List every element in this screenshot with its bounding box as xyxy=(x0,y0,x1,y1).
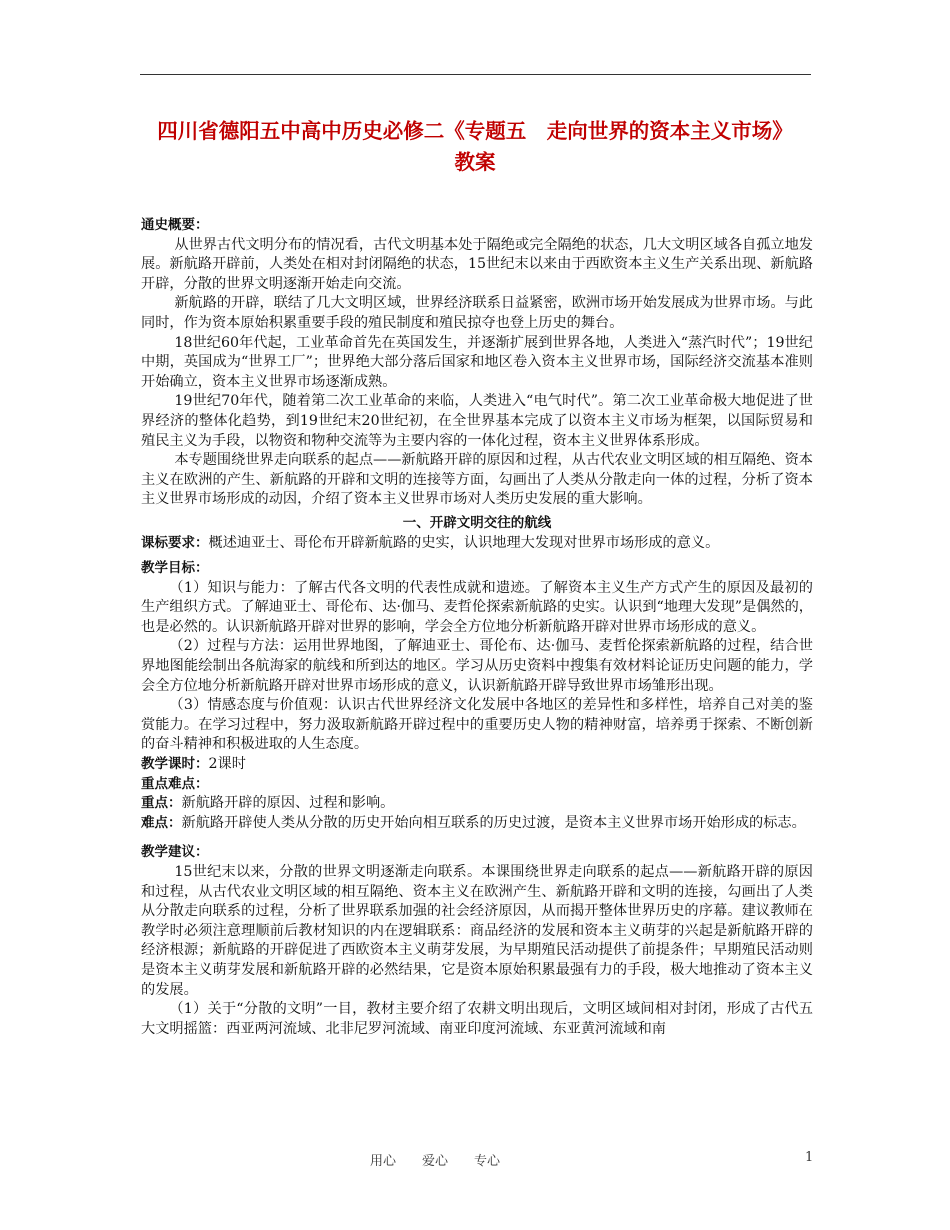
footer-motto: 用心 爱心 专心 xyxy=(370,1154,501,1169)
advice-paragraph-1: 15世纪末以来，分散的世界文明逐渐走向联系。本课围绕世界走向联系的起点——新航路开辟的原因和过程，从古代农业文明区域的相互隔绝、资本主义在欧洲产生、新航路开辟和文明的连接，勾画出了人类从分散走向联系的过程，分析了世界联系加强的社会经济原因，从而揭开整体世界历史的序幕。建议教师在教学时必须注意理顺前后教材知识的内在逻辑联系：商品经济的发展和资本主义萌芽的兴起是新航路开辟的经济根源；新航路的开辟促进了西欧资本主义萌芽发展，为早期殖民活动提供了前提条件；早期殖民活动则是资本主义萌芽发展和新航路开辟的必然结果，它是资本原始积累最强有力的手段，极大地推动了资本主义的发展。 xyxy=(141,864,813,998)
hours-text: 2课时 xyxy=(208,756,246,773)
hours-label: 教学课时： xyxy=(141,756,209,773)
header-rule xyxy=(140,74,811,75)
goal-knowledge: （1）知识与能力：了解古代各文明的代表性成就和遗迹。了解资本主义生产方式产生的原因及最初的生产组织方式。了解迪亚士、哥伦布、达·伽马、麦哲伦探索新航路的史实。认识到“地理大发现”是偶然的，也是必然的。认识新航路开辟对世界的影响，学会全方位地分析新航路开辟对世界市场形成的意义。 xyxy=(141,579,813,635)
overview-paragraph-1: 从世界古代文明分布的情况看，古代文明基本处于隔绝或完全隔绝的状态，几大文明区域各自孤立地发展。新航路开辟前，人类处在相对封闭隔绝的状态，15世纪末以来由于西欧资本主义生产关系出现、新航路开辟，分散的世界文明逐渐开始走向交流。 xyxy=(141,236,813,292)
teaching-advice-label: 教学建议： xyxy=(141,844,209,861)
curriculum-standard xyxy=(141,534,813,554)
difficulty-text: 新航路开辟使人类从分散的历史开始向相互联系的历史过渡，是资本主义世界市场开始形成的标志。 xyxy=(181,814,806,831)
overview-paragraph-5: 本专题围绕世界走向联系的起点——新航路开辟的原因和过程，从古代农业文明区域的相互隔绝、资本主义在欧洲的产生、新航路的开辟和文明的连接等方面，勾画出了人类从分散走向一体的过程，分析了资本主义世界市场形成的动因，介绍了资本主义世界市场对人类历史发展的重大影响。 xyxy=(141,452,813,508)
advice-paragraph-2: （1）关于“分散的文明”一目，教材主要介绍了农耕文明出现后，文明区域间相对封闭，形成了古代五大文明摇篮：西亚两河流域、北非尼罗河流域、南亚印度河流域、东亚黄河流域和南 xyxy=(141,1001,813,1037)
focus-text: 新航路开辟的原因、过程和影响。 xyxy=(181,795,395,812)
focus-label: 重点： xyxy=(141,795,182,812)
title-line-2: 教案 xyxy=(454,150,496,174)
overview-label: 通史概要： xyxy=(141,217,209,233)
overview-paragraph-4: 19世纪70年代，随着第二次工业革命的来临，人类进入“电气时代”。第二次工业革命极大地促进了世界经济的整体化趋势，到19世纪末20世纪初，在全世界基本完成了以资本主义市场为框架，以国际贸易和殖民主义为手段，以物资和物种交流等为主要内容的一体化过程，资本主义世界体系形成。 xyxy=(141,393,813,449)
document-title xyxy=(130,116,820,178)
focus-line xyxy=(141,794,813,814)
goal-attitude: （3）情感态度与价值观：认识古代世界经济文化发展中各地区的差异性和多样性，培养自己对美的鉴赏能力。在学习过程中，努力汲取新航路开辟过程中的重要历史人物的精神财富，培养勇于探索、不断创新的奋斗精神和积极进取的人生态度。 xyxy=(141,697,813,753)
overview-paragraph-3: 18世纪60年代起，工业革命首先在英国发生，并逐渐扩展到世界各地，人类进入“蒸汽时代”；19世纪中期，英国成为“世界工厂”；世界绝大部分落后国家和地区卷入资本主义世界市场，国际经济交流基本准则开始确立，资本主义世界市场逐渐成熟。 xyxy=(141,334,813,390)
difficulty-line xyxy=(141,814,813,834)
goal-process: （2）过程与方法：运用世界地图，了解迪亚士、哥伦布、达·伽马、麦哲伦探索新航路的过程，结合世界地图能绘制出各航海家的航线和所到达的地区。学习从历史资料中搜集有效材料论证历史问题的能力，学会全方位地分析新航路开辟对世界市场形成的意义，认识新航路开辟导致世界市场雏形出现。 xyxy=(141,638,813,694)
section-heading: 一、开辟文明交往的航线 xyxy=(402,514,552,531)
standard-text: 概述迪亚士、哥伦布开辟新航路的史实，认识地理大发现对世界市场形成的意义。 xyxy=(208,534,720,551)
teaching-goals-label: 教学目标： xyxy=(141,560,209,577)
document-body xyxy=(141,216,813,1039)
difficulty-label: 难点： xyxy=(141,814,182,831)
page-number: 1 xyxy=(805,1150,814,1165)
key-points-label: 重点难点： xyxy=(141,775,209,792)
title-line-1: 四川省德阳五中高中历史必修二《专题五 走向世界的资本主义市场》 xyxy=(157,119,793,143)
teaching-hours xyxy=(141,755,813,775)
overview-paragraph-2: 新航路的开辟，联结了几大文明区域，世界经济联系日益紧密，欧洲市场开始发展成为世界市场。与此同时，作为资本原始积累重要手段的殖民制度和殖民掠夺也登上历史的舞台。 xyxy=(141,295,813,331)
standard-label: 课标要求： xyxy=(141,534,209,551)
